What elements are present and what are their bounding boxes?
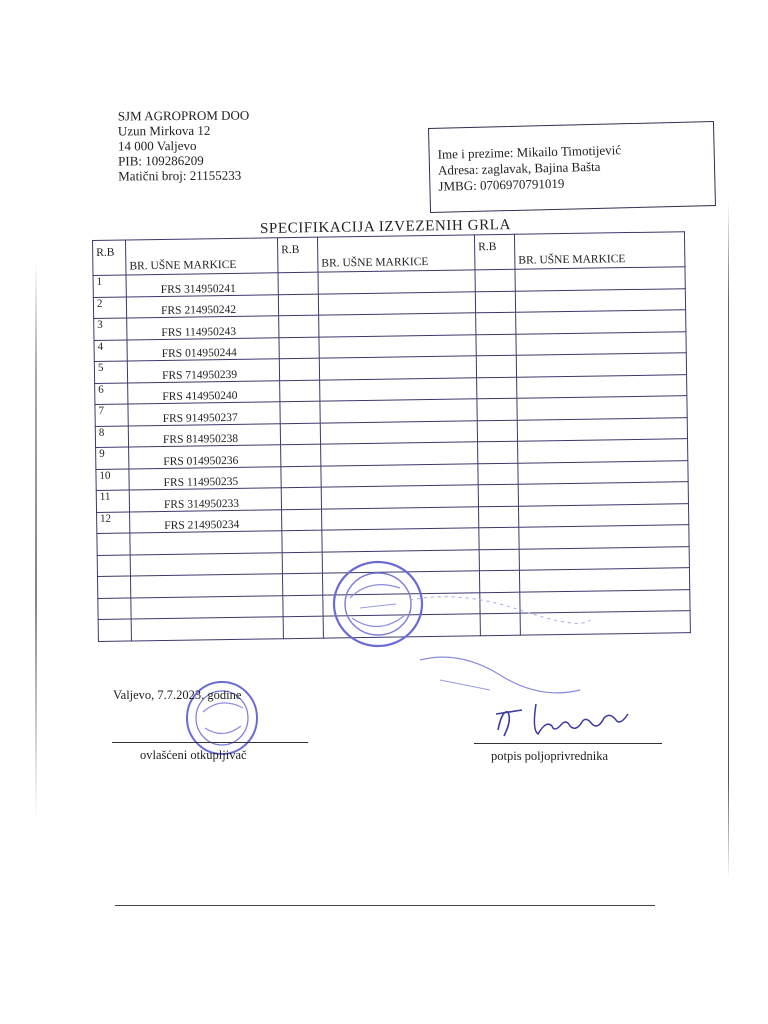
- row-number: 7: [95, 404, 128, 426]
- ear-tag-number: [130, 574, 282, 598]
- ear-tag-number: FRS 214950234: [130, 509, 282, 533]
- ear-tag-number-col2: [319, 334, 476, 358]
- row-number: 3: [94, 318, 127, 340]
- row-number: 8: [95, 425, 128, 447]
- ear-tag-number: FRS 714950239: [127, 359, 279, 383]
- row-number-col2: [283, 616, 323, 638]
- company-block: [118, 108, 250, 184]
- row-number-col3: [479, 527, 519, 549]
- farmer-address: Adresa: zaglavak, Bajina Bašta: [437, 158, 601, 178]
- company-pib: PIB: 109286209: [118, 152, 204, 169]
- header-tag-1: BR. UŠNE MARKICE: [126, 238, 279, 275]
- row-number: 12: [97, 511, 130, 533]
- farmer-jmbg: JMBG: 0706970791019: [438, 175, 565, 194]
- ear-tag-number: FRS 114950235: [129, 466, 281, 490]
- document-title: SPECIFIKACIJA IZVEZENIH GRLA: [259, 217, 512, 237]
- header-tag-3: BR. UŠNE MARKICE: [514, 232, 685, 270]
- row-number-col2: [282, 509, 322, 531]
- ear-tag-number: FRS 414950240: [128, 380, 280, 404]
- ear-tag-number-col2: [320, 377, 477, 401]
- ear-tag-number-col3: [517, 396, 687, 420]
- ear-tag-number-col3: [518, 503, 688, 527]
- ear-tag-number: [130, 552, 282, 576]
- row-number-col3: [478, 463, 518, 485]
- row-number-col2: [280, 401, 320, 423]
- row-number-col2: [282, 552, 322, 574]
- ear-tag-number: FRS 014950244: [127, 337, 279, 361]
- row-number-col2: [280, 380, 320, 402]
- ear-tag-number-col2: [318, 291, 475, 315]
- row-number-col3: [478, 484, 518, 506]
- ear-tag-number-col3: [519, 525, 689, 549]
- row-number: [97, 533, 130, 555]
- page-bottom-rule: [115, 905, 655, 906]
- farmer-name: Ime i prezime: Mikailo Timotijević: [437, 142, 622, 162]
- ear-tag-number-col3: [518, 482, 688, 506]
- row-number-col2: [278, 272, 318, 294]
- company-street: Uzun Mirkova 12: [117, 122, 211, 139]
- ear-tag-number-col2: [320, 399, 477, 423]
- ear-tag-number-col2: [322, 528, 479, 552]
- row-number-col3: [477, 377, 517, 399]
- row-number-col2: [279, 358, 319, 380]
- ear-tag-number: [131, 617, 283, 641]
- ear-tag-number-col2: [321, 463, 478, 487]
- row-number-col2: [278, 294, 318, 316]
- ear-tag-number-col2: [322, 506, 479, 530]
- row-number-col2: [282, 530, 322, 552]
- ear-tag-number-col2: [319, 356, 476, 380]
- row-number-col3: [477, 420, 517, 442]
- ear-tag-number-col3: [515, 267, 685, 291]
- header-rb-3: R.B: [474, 234, 515, 270]
- signature-line-farmer: [474, 743, 662, 744]
- header-rb-2: R.B: [277, 237, 318, 273]
- row-number-col3: [477, 398, 517, 420]
- ear-tag-number-col3: [517, 374, 687, 398]
- stamp-ink-traces: [400, 580, 600, 700]
- row-number-col2: [281, 466, 321, 488]
- row-number: 1: [93, 275, 126, 297]
- ear-tag-number-col3: [517, 417, 687, 441]
- row-number-col2: [280, 423, 320, 445]
- row-number: [98, 619, 131, 641]
- row-number-col3: [476, 334, 516, 356]
- row-number: 2: [93, 296, 126, 318]
- ear-tag-number: FRS 114950243: [127, 316, 279, 340]
- ear-tag-number-col2: [319, 313, 476, 337]
- row-number: 4: [94, 339, 127, 361]
- ear-tag-number-col2: [318, 270, 475, 294]
- row-number: 10: [96, 468, 129, 490]
- row-number-col2: [279, 315, 319, 337]
- farmer-signature: [488, 690, 638, 746]
- row-number-col2: [283, 595, 323, 617]
- ear-tag-number: FRS 314950241: [126, 273, 278, 297]
- row-number: 9: [96, 447, 129, 469]
- row-number-col3: [476, 355, 516, 377]
- row-number: 5: [94, 361, 127, 383]
- row-number: 6: [95, 382, 128, 404]
- company-city: 14 000 Valjevo: [117, 137, 197, 154]
- row-number-col3: [475, 291, 515, 313]
- ear-tag-number: FRS 814950238: [128, 423, 280, 447]
- ear-tag-number-col3: [518, 460, 688, 484]
- row-number-col3: [478, 506, 518, 528]
- page-edge-right: [728, 200, 729, 880]
- row-number-col3: [478, 441, 518, 463]
- ear-tag-number-col3: [516, 353, 686, 377]
- row-number: 11: [96, 490, 129, 512]
- row-number-col2: [279, 337, 319, 359]
- farmer-signature-label: potpis poljoprivrednika: [491, 749, 608, 763]
- row-number-col3: [475, 269, 515, 291]
- row-number-col2: [281, 487, 321, 509]
- ear-tag-number: FRS 214950242: [126, 294, 278, 318]
- ear-tag-number: [130, 531, 282, 555]
- company-name: SJM AGROPROM DOO: [117, 107, 250, 124]
- ear-tag-number-col2: [321, 485, 478, 509]
- ear-tag-number-col2: [320, 420, 477, 444]
- ear-tag-number-col3: [516, 331, 686, 355]
- farmer-info-box: [428, 121, 716, 213]
- company-registration-number: Matični broj: 21155233: [118, 167, 242, 184]
- row-number-col2: [282, 573, 322, 595]
- ear-tag-number-col3: [516, 310, 686, 334]
- ear-tag-number-col3: [518, 439, 688, 463]
- authorized-buyer-label: ovlašćeni otkupljivač: [140, 748, 247, 762]
- row-number: [98, 597, 131, 619]
- row-number-col3: [479, 549, 519, 571]
- header-rb-1: R.B: [93, 240, 127, 275]
- ear-tag-number: FRS 914950237: [128, 402, 280, 426]
- row-number: [97, 554, 130, 576]
- ear-tag-number: [131, 595, 283, 619]
- ear-tag-number-col3: [515, 288, 685, 312]
- row-number: [97, 576, 130, 598]
- ear-tag-number-col3: [519, 546, 689, 570]
- ear-tag-number: FRS 314950233: [129, 488, 281, 512]
- row-number-col3: [476, 312, 516, 334]
- header-tag-2: BR. UŠNE MARKICE: [317, 235, 475, 272]
- place-and-date: Valjevo, 7.7.2023. godine: [113, 688, 242, 702]
- signature-line-buyer: [112, 742, 308, 743]
- ear-tag-number: FRS 014950236: [129, 445, 281, 469]
- page-edge-left: [35, 260, 37, 820]
- ear-tag-number-col2: [321, 442, 478, 466]
- row-number-col2: [281, 444, 321, 466]
